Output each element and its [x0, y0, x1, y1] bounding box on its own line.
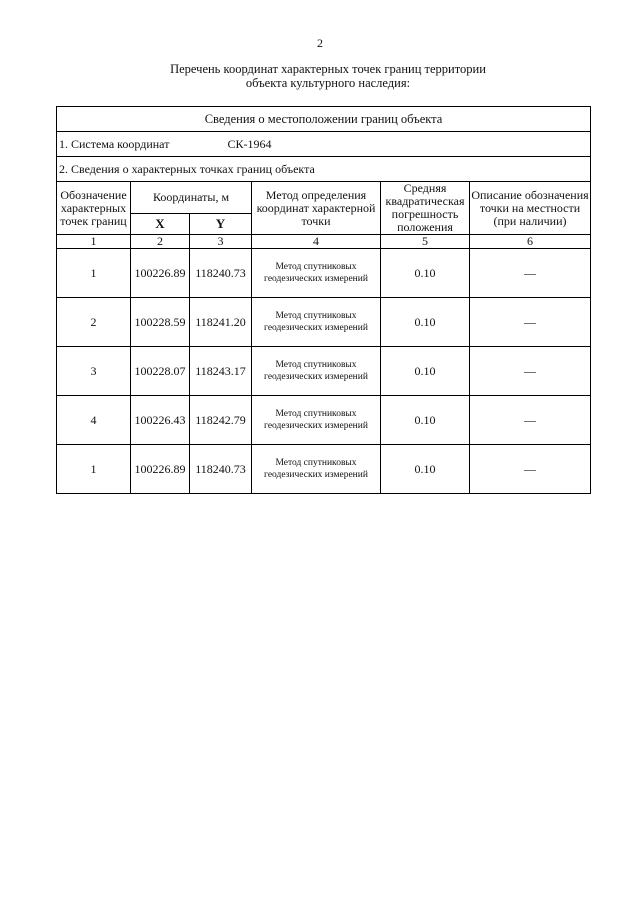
header-coordinates: Координаты, м [131, 182, 252, 214]
method: Метод спутниковых геодезических измерений [252, 249, 381, 298]
point-id: 2 [57, 298, 131, 347]
method: Метод спутниковых геодезических измерений [252, 298, 381, 347]
column-number-6: 6 [470, 235, 591, 249]
error: 0.10 [381, 347, 470, 396]
method: Метод спутниковых геодезических измерений [252, 396, 381, 445]
coord-y: 118240.73 [190, 249, 252, 298]
title-line-2: объекта культурного наследия: [245, 76, 411, 90]
header-method: Метод определения координат характерной точки [252, 182, 381, 235]
header-description: Описание обозначения точки на местности (при наличии) [470, 182, 591, 235]
section-header: Сведения о местоположении границ объекта [57, 107, 591, 132]
coordinates-table [56, 106, 591, 494]
table-row [57, 396, 591, 445]
coord-y: 118240.73 [190, 445, 252, 494]
point-id: 1 [57, 249, 131, 298]
point-id: 4 [57, 396, 131, 445]
table-row [57, 445, 591, 494]
error: 0.10 [381, 298, 470, 347]
error: 0.10 [381, 445, 470, 494]
table-row [57, 298, 591, 347]
title-line-1: Перечень координат характерных точек границ территории [170, 62, 486, 76]
header-designation: Обозначение характерных точек границ [57, 182, 131, 235]
column-number-5: 5 [381, 235, 470, 249]
description: — [470, 249, 591, 298]
header-y: Y [190, 213, 252, 234]
page-number: 2 [317, 36, 323, 50]
point-id: 1 [57, 445, 131, 494]
coord-y: 118241.20 [190, 298, 252, 347]
column-number-1: 1 [57, 235, 131, 249]
method: Метод спутниковых геодезических измерений [252, 347, 381, 396]
table-row [57, 347, 591, 396]
header-x: X [131, 213, 190, 234]
header-error: Средняя квадратическая погрешность положения [381, 182, 470, 235]
coord-system-row [57, 132, 591, 157]
coord-x: 100228.07 [131, 347, 190, 396]
column-number-3: 3 [190, 235, 252, 249]
description: — [470, 298, 591, 347]
points-section-header: 2. Сведения о характерных точках границ объекта [57, 157, 591, 182]
error: 0.10 [381, 249, 470, 298]
description: — [470, 396, 591, 445]
error: 0.10 [381, 396, 470, 445]
coord-x: 100226.89 [131, 445, 190, 494]
table-row [57, 249, 591, 298]
coord-x: 100226.43 [131, 396, 190, 445]
coord-system-value: СК-1964 [227, 136, 272, 151]
description: — [470, 445, 591, 494]
coord-system-label: 1. Система координат [59, 136, 170, 151]
document-title [0, 62, 640, 90]
coord-y: 118243.17 [190, 347, 252, 396]
point-id: 3 [57, 347, 131, 396]
coord-y: 118242.79 [190, 396, 252, 445]
column-number-2: 2 [131, 235, 190, 249]
method: Метод спутниковых геодезических измерений [252, 445, 381, 494]
coord-x: 100226.89 [131, 249, 190, 298]
coord-x: 100228.59 [131, 298, 190, 347]
description: — [470, 347, 591, 396]
column-number-4: 4 [252, 235, 381, 249]
